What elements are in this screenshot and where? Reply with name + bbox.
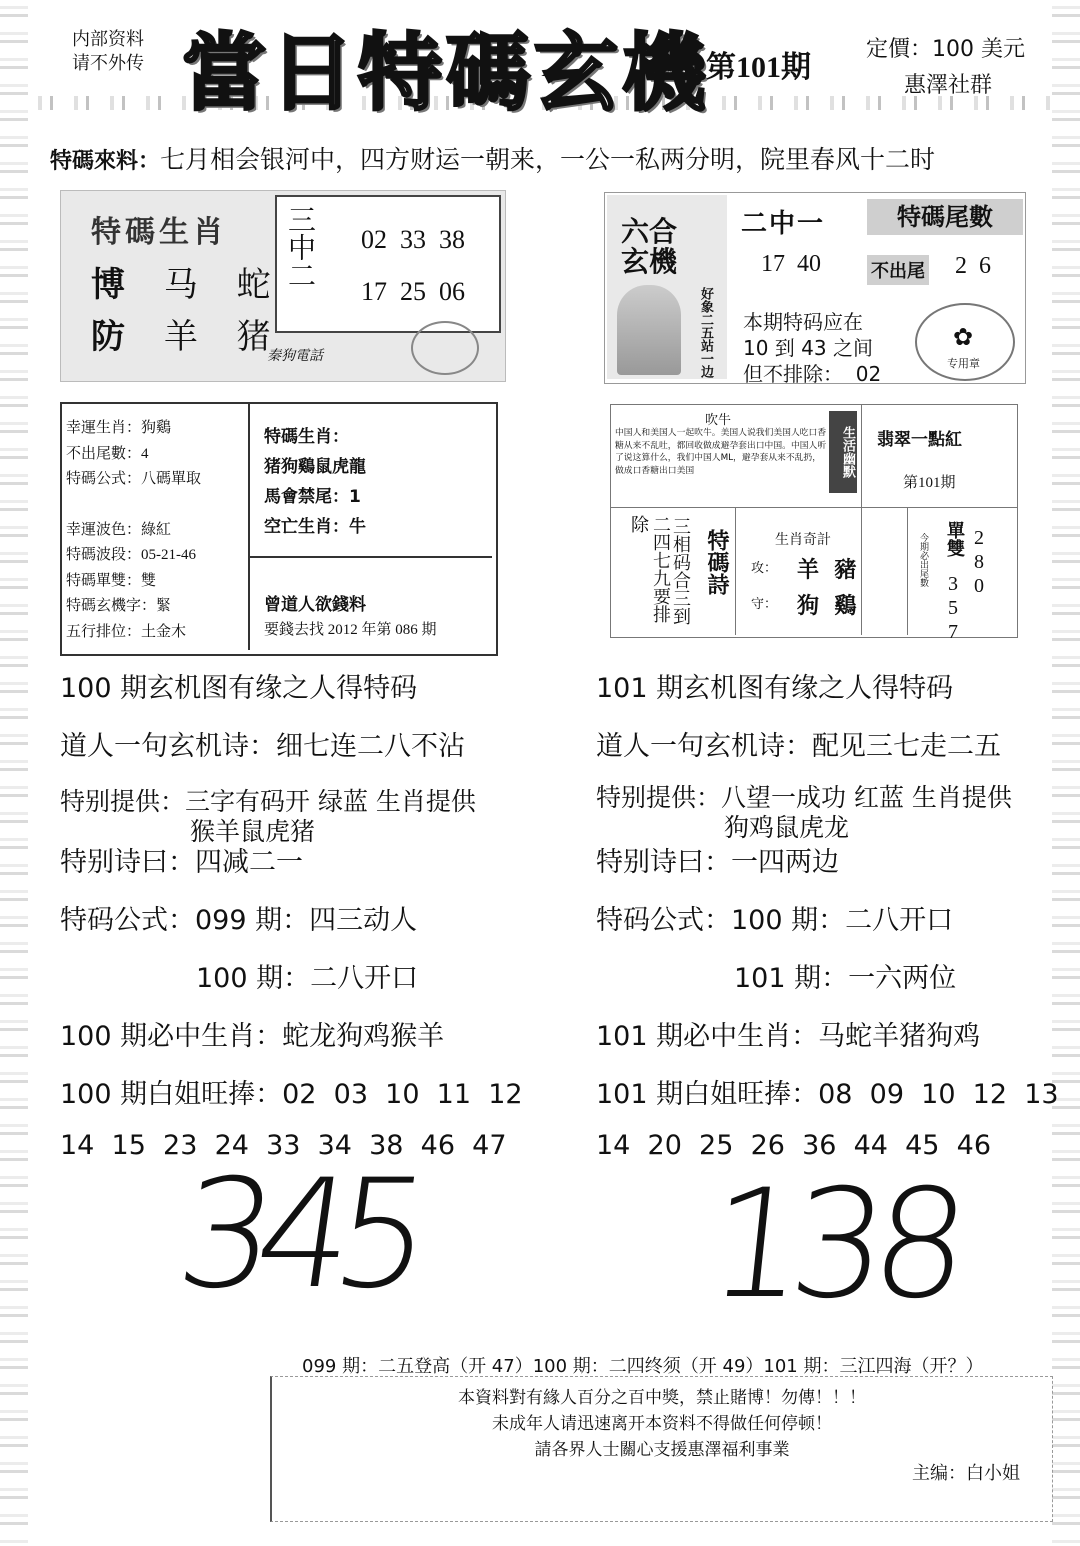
lucky-item: 特碼波段：05-21-46 (66, 547, 196, 563)
figure-icon (617, 285, 681, 375)
three-hit-two-label: 三中二 (284, 205, 317, 289)
zodiac-sheep: 羊 (163, 317, 198, 357)
right-border-decoration (1052, 0, 1080, 1546)
lucky-spacer (66, 493, 244, 518)
seal-icon (411, 321, 479, 375)
range-note (743, 309, 881, 387)
issue-number: 第101期 (706, 51, 811, 84)
poem-issue: 第101期 (903, 475, 956, 491)
no-tail-nums: 2 6 (955, 253, 991, 279)
divider (611, 507, 1017, 508)
three-hit-two-box (275, 195, 501, 333)
special-zodiac-block (264, 422, 366, 542)
lucky-item: 特碼玄機字：緊 (66, 598, 172, 614)
tail-box (604, 192, 1026, 384)
handwritten-right: 138 (700, 1158, 964, 1332)
right-line-1: 101 期玄机图有缘之人得特码 (596, 673, 954, 704)
right-line-5: 特别诗曰：一四两边 (596, 847, 839, 878)
internal-line-2: 请不外传 (72, 53, 144, 74)
left-line-8: 100 期必中生肖：蛇龙狗鸡猴羊 (60, 1021, 445, 1052)
range-note-2: 10 到 43 之间 (743, 336, 873, 360)
right-line-7: 101 期：一六两位 (734, 963, 957, 994)
seal-stamp-text: 专用章 (947, 357, 980, 370)
history-line: 099 期：二五登高（开 47）100 期：二四终须（开 49）101 期：三江四海（开？） (302, 1356, 984, 1377)
right-line-10: 14 20 25 26 36 44 45 46 (596, 1130, 992, 1161)
left-line-2: 道人一句玄机诗：细七连二八不沾 (60, 731, 465, 762)
joke-title: 吹牛 (705, 413, 732, 428)
left-line-5: 特别诗曰：四减二一 (60, 847, 303, 878)
poem-vertical-1: 二四七九要排除 (628, 515, 671, 623)
defend-label: 守： (751, 597, 778, 612)
internal-line-1: 内部资料 (72, 29, 144, 50)
internal-note (72, 28, 144, 76)
tail-box-left-panel (607, 195, 727, 379)
empty-zodiac: 空亡生肖：牛 (264, 517, 366, 537)
intro-text: 七月相会银河中，四方财运一朝来，一公一私两分明，院里春风十二时 (160, 145, 936, 174)
intro-label: 特碼來料： (50, 149, 161, 174)
two-hit-one-label: 二中一 (741, 209, 826, 239)
tail-box-vertical-text: 好象二五站一边 (698, 287, 713, 378)
divider (735, 507, 736, 635)
intro-line (50, 140, 935, 176)
zodiac-snake: 蛇 (236, 265, 271, 305)
tail-nums-a: 280 (968, 527, 990, 599)
right-line-6: 特码公式：100 期：二八开口 (596, 905, 954, 936)
disclaimer-line-2: 未成年人请迅速离开本资料不得做任何停顿！ (492, 1414, 832, 1433)
attack-zodiac: 羊 豬 (797, 558, 857, 583)
three-hit-two-nums-2: 17 25 06 (361, 277, 465, 306)
left-line-1: 100 期玄机图有缘之人得特码 (60, 673, 418, 704)
two-hit-one-nums: 17 40 (761, 251, 821, 277)
taoist-text: 要錢去找 2012 年第 086 期 (264, 622, 437, 638)
zodiac-box-footer: 秦狗電話 (267, 348, 323, 364)
lucky-box (60, 402, 498, 656)
disclaimer-line-1: 本資料對有緣人百分之百中獎，禁止賭博！勿傳！！！ (458, 1388, 866, 1407)
publisher: 惠澤社群 (904, 73, 993, 98)
humor-tag: 生活幽默 (829, 411, 857, 493)
lucky-item: 幸運生肖：狗鷄 (66, 420, 172, 436)
divider (861, 405, 862, 635)
divider (907, 507, 908, 635)
odd-even-label: 單雙 (944, 521, 965, 557)
defend-zodiac: 狗 鷄 (797, 594, 857, 619)
range-note-3: 但不排除： 02 (743, 362, 882, 386)
disclaimer-box (270, 1376, 1053, 1522)
editor-credit: 主编：白小姐 (912, 1463, 1020, 1483)
poem-box (610, 404, 1018, 645)
left-line-7: 100 期：二八开口 (196, 963, 419, 994)
right-line-3: 特别提供：八望一成功 红蓝 生肖提供 (596, 783, 1012, 812)
left-line-6: 特码公式：099 期：四三动人 (60, 905, 418, 936)
divider (248, 404, 250, 650)
lucky-item: 幸運波色：綠紅 (66, 521, 172, 538)
lucky-list (66, 416, 244, 645)
right-line-8: 101 期必中生肖：马蛇羊猪狗鸡 (596, 1021, 981, 1052)
joke-panel (615, 409, 855, 501)
flower-icon: ✿ (953, 323, 974, 351)
poem-title: 特碼詩 (704, 529, 729, 595)
right-line-4: 狗鸡鼠虎龙 (724, 813, 850, 842)
zodiac-row-1 (91, 257, 271, 306)
seal-stamp-icon (915, 303, 1015, 381)
no-tail-label: 不出尾 (867, 255, 929, 285)
lucky-item: 特碼公式：八碼單取 (66, 471, 202, 487)
left-line-4: 猴羊鼠虎猪 (190, 817, 316, 846)
divider (248, 556, 492, 558)
zodiac-tactic-title: 生肖奇計 (775, 532, 831, 548)
zodiac-box (60, 190, 506, 382)
tail-digit-title: 特碼尾數 (867, 199, 1023, 235)
zodiac-pig: 猪 (236, 317, 271, 357)
lucky-item: 五行排位：土金木 (66, 623, 187, 640)
guard-label: 防 (91, 317, 125, 357)
zodiac-row-2 (91, 309, 271, 358)
right-line-2: 道人一句玄机诗：配见三七走二五 (596, 731, 1001, 762)
tail-note: 今期必出尾數 (918, 533, 928, 587)
bet-label: 博 (91, 265, 125, 305)
handwritten-left: 345 (167, 1148, 425, 1322)
right-line-9: 101 期白姐旺捧：08 09 10 12 13 (596, 1079, 1059, 1110)
special-zodiac-title: 特碼生肖： (264, 427, 349, 447)
left-border-decoration (0, 0, 28, 1546)
banned-tail: 馬會禁尾：1 (264, 487, 361, 507)
range-note-1: 本期特码应在 (743, 310, 863, 334)
tail-box-title (621, 217, 677, 277)
jade-badge: 翡翠一點紅 (877, 430, 962, 450)
tail-box-title-a: 六合 (621, 215, 678, 248)
poem-vertical-2: 三相码合三到 (670, 517, 691, 625)
tail-nums-b: 357 (942, 573, 964, 645)
lucky-item: 不出尾數：4 (66, 445, 149, 462)
left-line-9: 100 期白姐旺捧：02 03 10 11 12 (60, 1079, 523, 1110)
tail-box-title-b: 玄機 (621, 245, 678, 278)
disclaimer-line-3: 請各界人士關心支援惠澤福利事業 (534, 1440, 790, 1459)
left-line-3: 特别提供：三字有码开 绿蓝 生肖提供 (60, 787, 476, 816)
attack-label: 攻： (751, 561, 778, 576)
price: 定價：100 美元 (866, 37, 1025, 62)
zodiac-horse: 马 (163, 265, 198, 305)
left-line-10: 14 15 23 24 33 34 38 46 47 (60, 1130, 507, 1161)
three-hit-two-nums-1: 02 33 38 (361, 225, 465, 254)
lucky-item: 特碼單雙：雙 (66, 572, 157, 589)
main-title: 當日特碼玄機 (182, 23, 711, 122)
taoist-title: 曾道人欲錢料 (264, 595, 366, 615)
joke-text: 中国人和美国人一起吹牛。美国人说我们美国人吃口香糖从来不乱吐，都回收做成避孕套出口中国。中国人听了说这算什么，我们中国人ML，避孕套从来不乱扔，做成口香糖出口美国 (615, 428, 827, 476)
special-zodiac-list: 猪狗鷄鼠虎龍 (264, 457, 366, 477)
zodiac-box-title: 特碼生肖 (91, 215, 227, 250)
